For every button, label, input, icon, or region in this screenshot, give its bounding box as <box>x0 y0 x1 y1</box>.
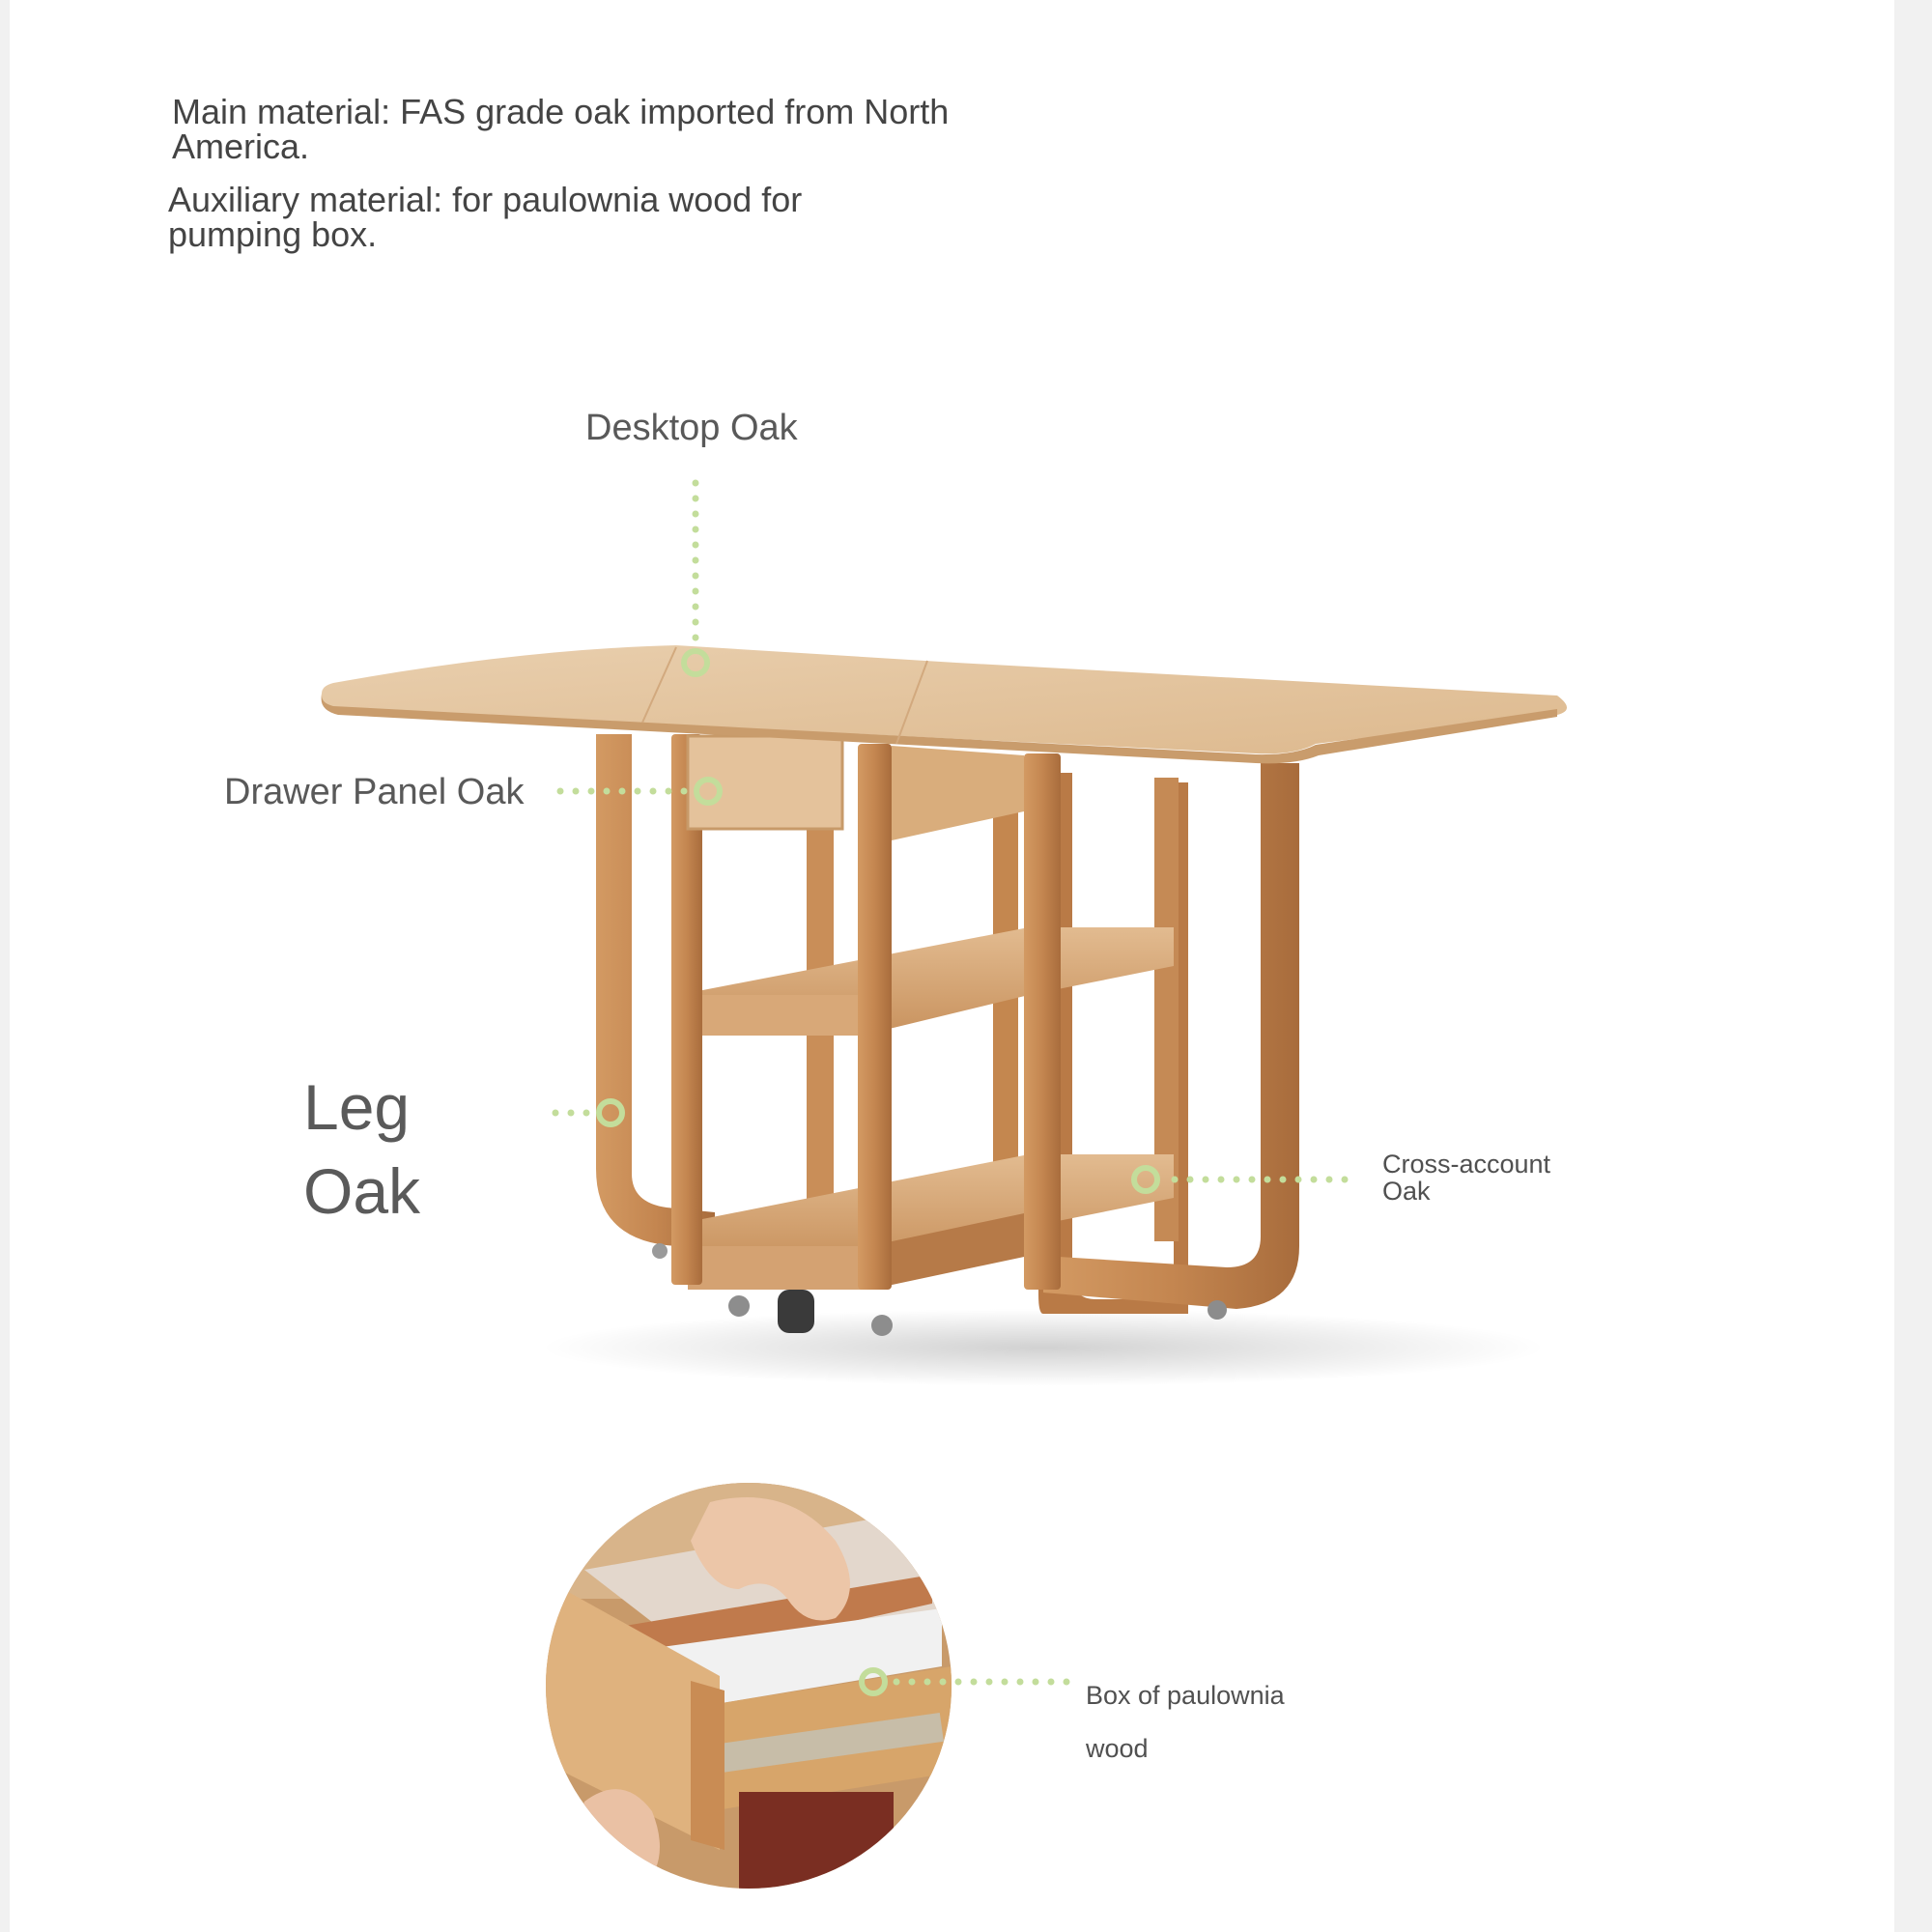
main-material-text: Main material: FAS grade oak imported from North America. <box>172 92 950 166</box>
drawer-detail-inset <box>546 1483 952 1889</box>
auxiliary-material-text: Auxiliary material: for paulownia wood for pumping box. <box>168 180 803 254</box>
drawer-panel-oak-label: Drawer Panel Oak <box>224 772 525 812</box>
box-paulownia-label-line1: Box of paulownia <box>1086 1681 1285 1710</box>
drawer-detail-image <box>546 1483 952 1889</box>
leg-oak-label <box>303 1065 420 1234</box>
box-paulownia-label <box>1086 1669 1285 1776</box>
cross-account-label-line1: Cross-account <box>1382 1150 1551 1179</box>
box-paulownia-label-line2: wood <box>1086 1734 1149 1763</box>
cross-account-label-line2: Oak <box>1382 1177 1431 1206</box>
cross-account-oak-label <box>1382 1151 1550 1205</box>
leg-oak-label-line1: Leg <box>303 1071 411 1143</box>
leg-oak-label-line2: Oak <box>303 1155 421 1227</box>
desktop-oak-label: Desktop Oak <box>585 408 798 448</box>
